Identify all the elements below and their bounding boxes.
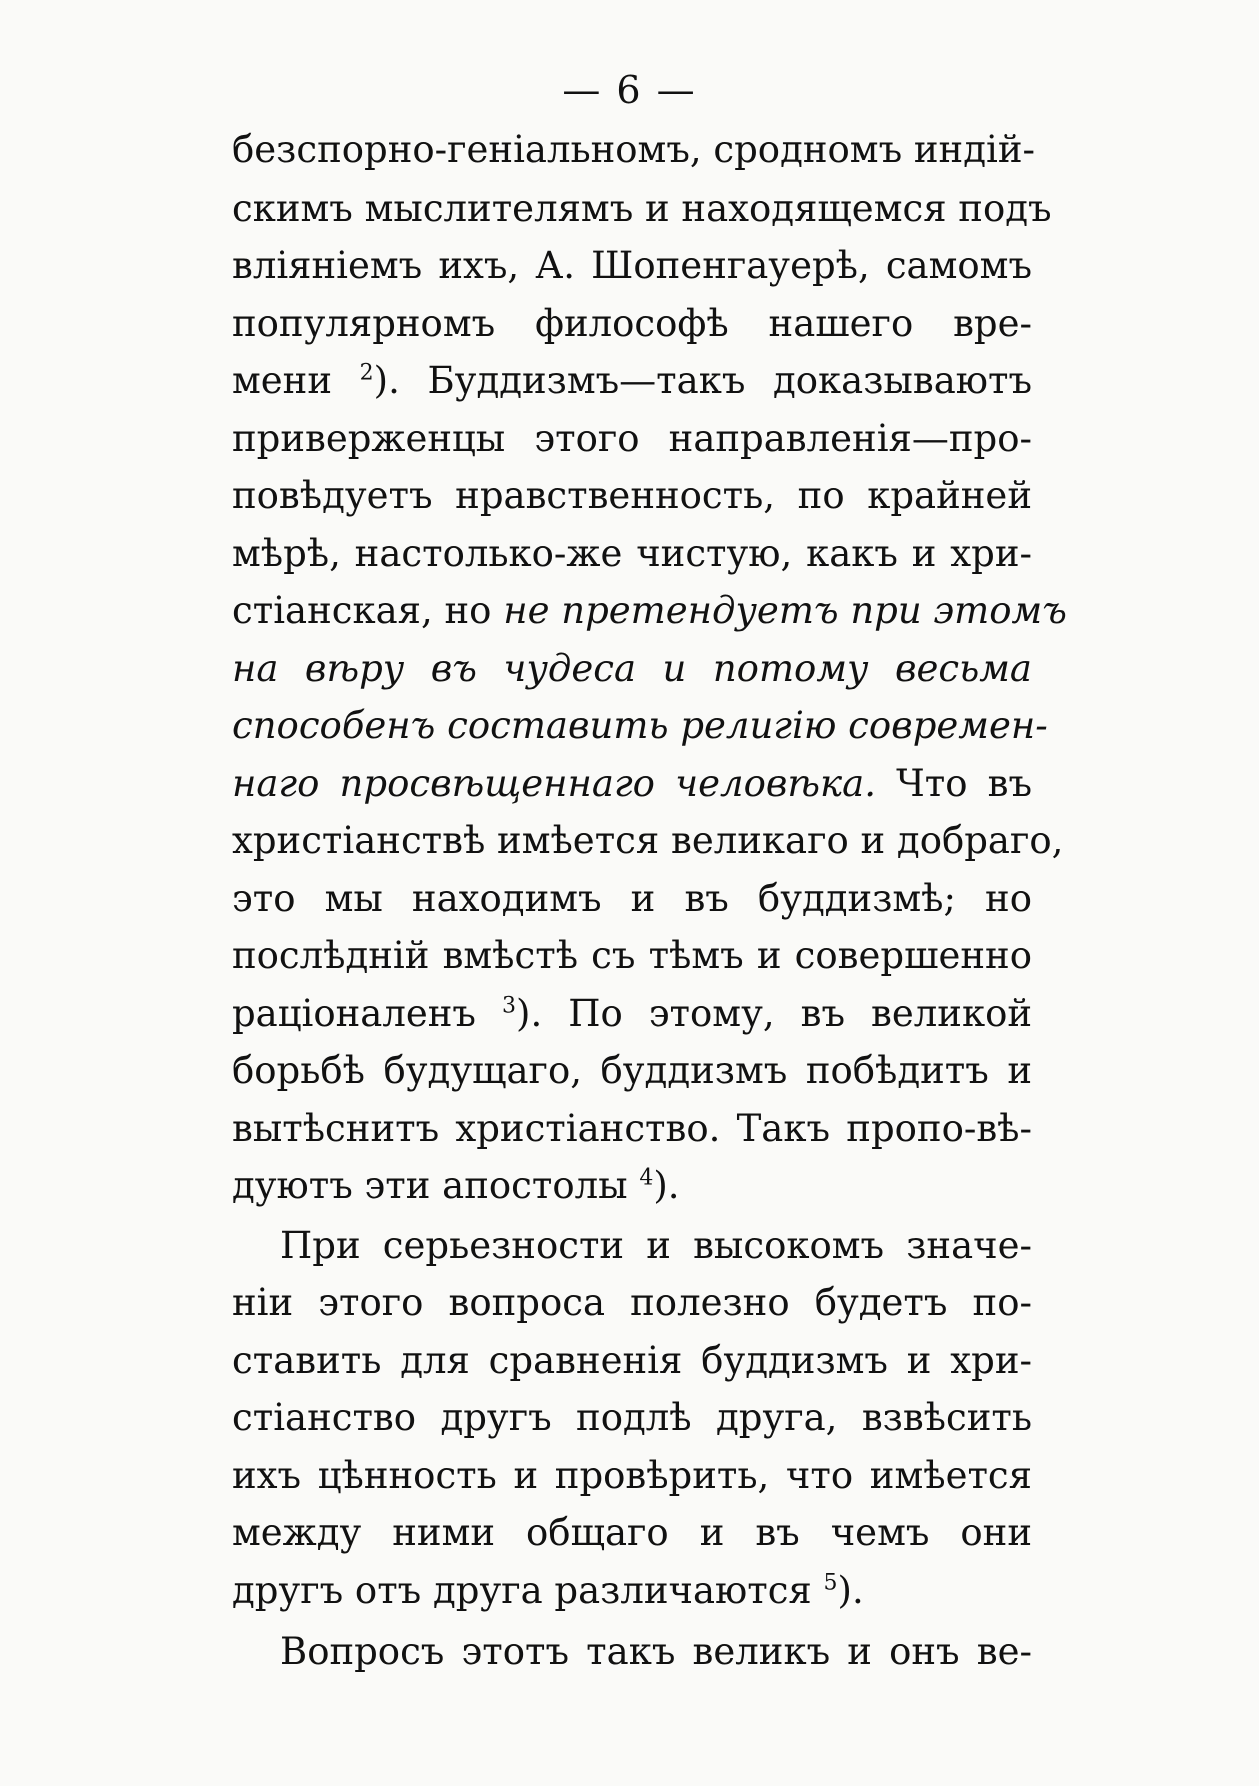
text-line: мѣрѣ, настолько-же чистую, какъ и хри- (232, 532, 1032, 575)
text-line: вліяніемъ ихъ, А. Шопенгауерѣ, самомъ (232, 244, 1032, 287)
text-line: это мы находимъ и въ буддизмѣ; но (232, 877, 1032, 920)
text-line: христіанствѣ имѣется великаго и добраго, (232, 819, 1064, 862)
paragraph-first-line: Вопросъ этотъ такъ великъ и онъ ве- (280, 1630, 1032, 1673)
text-line: популярномъ философѣ нашего вре- (232, 302, 1032, 345)
italic-text-line: на вѣру въ чудеса и потому весьма (232, 647, 1032, 690)
line-text: Что въ (875, 762, 1032, 805)
footnote-marker: 3 (502, 993, 517, 1019)
text-line (232, 1565, 1032, 1617)
line-text: ). Буддизмъ—такъ доказываютъ (373, 359, 1032, 402)
line-text: ). (837, 1569, 864, 1612)
page-number: — 6 — (562, 68, 697, 112)
text-line: стіанство другъ подлѣ друга, взвѣсить (232, 1396, 1032, 1439)
line-text: дуютъ эти апостолы (232, 1164, 640, 1207)
italic-text: наго просвѣщеннаго человѣка. (232, 762, 876, 805)
line-text: ). (653, 1164, 680, 1207)
footnote-marker: 2 (359, 360, 374, 386)
text-line: приверженцы этого направленія—про- (232, 417, 1032, 460)
italic-text: не претендуетъ при этомъ (503, 589, 1067, 632)
text-line: послѣдній вмѣстѣ съ тѣмъ и совершенно (232, 934, 1032, 977)
text-line (232, 585, 1067, 637)
text-line (232, 988, 1032, 1040)
text-line: между ними общаго и въ чемъ они (232, 1511, 1032, 1554)
text-line (232, 758, 1032, 810)
text-line: повѣдуетъ нравственность, по крайней (232, 474, 1032, 517)
text-line: ихъ цѣнность и провѣрить, что имѣется (232, 1454, 1032, 1497)
text-line (232, 1160, 1032, 1212)
footnote-marker: 5 (823, 1570, 838, 1596)
text-line: скимъ мыслителямъ и находящемся подъ (232, 187, 1052, 230)
paragraph-first-line: При серьезности и высокомъ значе- (280, 1224, 1032, 1267)
line-text: стіанская, но (232, 589, 504, 632)
line-text: мени (232, 359, 360, 402)
italic-text-line: способенъ составить религію современ- (232, 704, 1048, 747)
text-line: вытѣснитъ христіанство. Такъ пропо-вѣ- (232, 1107, 1032, 1150)
text-line: борьбѣ будущаго, буддизмъ побѣдитъ и (232, 1049, 1032, 1092)
text-line (232, 355, 1032, 407)
text-line: ніи этого вопроса полезно будетъ по- (232, 1281, 1032, 1324)
footnote-marker: 4 (639, 1165, 654, 1191)
text-line: ставить для сравненія буддизмъ и хри- (232, 1339, 1032, 1382)
line-text: раціоналенъ (232, 992, 503, 1035)
line-text: другъ отъ друга различаются (232, 1569, 824, 1612)
text-line: безспорно-геніальномъ, сродномъ индій- (232, 128, 1035, 171)
line-text: ). По этому, въ великой (516, 992, 1033, 1035)
